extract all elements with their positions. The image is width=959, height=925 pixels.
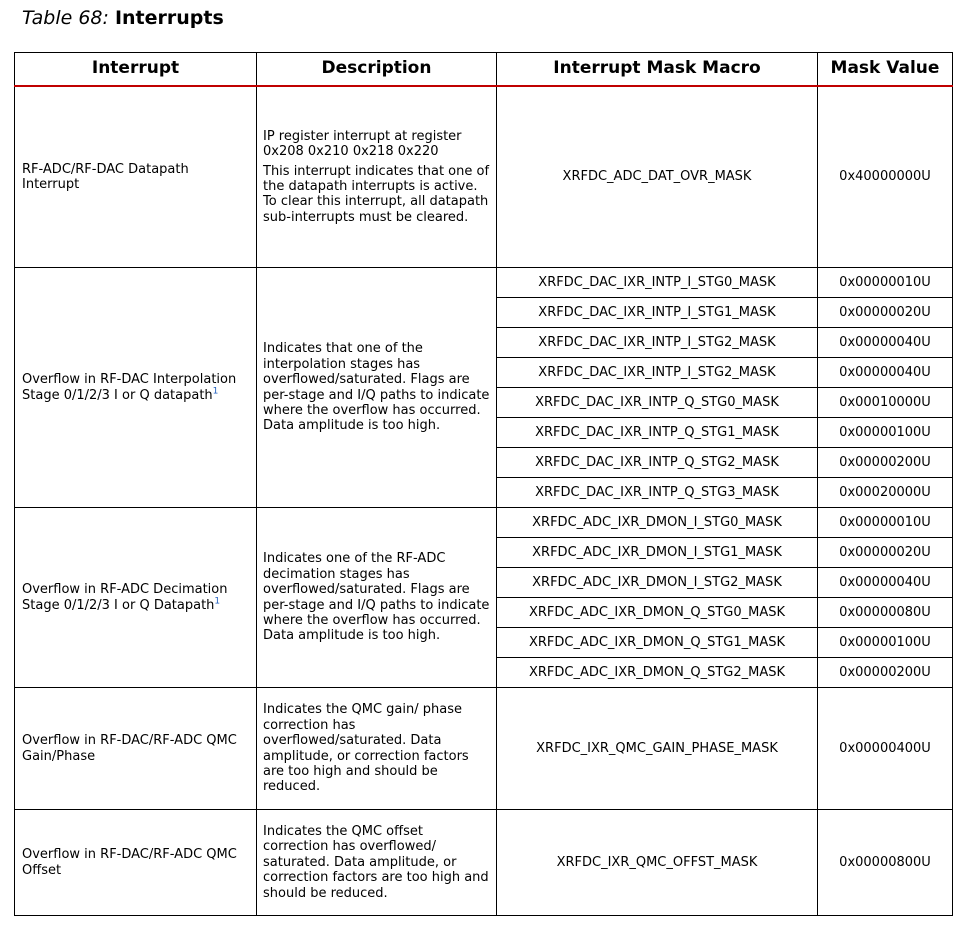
table-row (15, 810, 953, 916)
mask-value-cell: 0x00000200U (818, 658, 953, 688)
table-row (15, 86, 953, 268)
description-text: Indicates that one of the interpolation stages has overflowed/saturated. Flags are per-stage and I/Q paths to indicate where the overflow has occurred. Data amplitude is too high. (263, 341, 490, 434)
mask-macro-cell: XRFDC_DAC_IXR_INTP_I_STG2_MASK (497, 328, 818, 358)
header-interrupt: Interrupt (15, 53, 257, 87)
footnote-marker: 1 (214, 596, 221, 607)
table-caption-label: Table 68: (22, 7, 109, 29)
mask-value-cell: 0x00000100U (818, 628, 953, 658)
mask-macro-cell: XRFDC_DAC_IXR_INTP_I_STG2_MASK (497, 358, 818, 388)
mask-macro-cell: XRFDC_ADC_IXR_DMON_I_STG0_MASK (497, 508, 818, 538)
interrupt-cell (15, 268, 257, 508)
mask-value-cell: 0x00000020U (818, 538, 953, 568)
mask-value-cell: 0x00000040U (818, 358, 953, 388)
description-cell (257, 268, 497, 508)
mask-value-cell: 0x00000200U (818, 448, 953, 478)
mask-macro-cell: XRFDC_DAC_IXR_INTP_Q_STG2_MASK (497, 448, 818, 478)
interrupt-cell (15, 86, 257, 268)
footnote-marker: 1 (212, 386, 219, 397)
mask-value-cell: 0x00000040U (818, 568, 953, 598)
mask-macro-cell: XRFDC_ADC_IXR_DMON_Q_STG1_MASK (497, 628, 818, 658)
mask-value-cell: 0x00000010U (818, 508, 953, 538)
description-cell (257, 508, 497, 688)
interrupt-cell (15, 688, 257, 810)
mask-value-cell: 0x00000020U (818, 298, 953, 328)
interrupt-cell (15, 810, 257, 916)
description-cell (257, 86, 497, 268)
table-row (15, 508, 953, 538)
mask-value-cell: 0x00000010U (818, 268, 953, 298)
mask-value-cell: 0x00000080U (818, 598, 953, 628)
table-row (15, 688, 953, 810)
description-cell (257, 810, 497, 916)
description-text: Indicates the QMC gain/ phase correction has overflowed/saturated. Data amplitude, or correction factors are too high and should be reduced. (263, 702, 469, 795)
description-text: This interrupt indicates that one of the datapath interrupts is active. To clear this interrupt, all datapath sub-interrupts must be cleared. (263, 163, 490, 225)
mask-macro-cell: XRFDC_ADC_IXR_DMON_Q_STG0_MASK (497, 598, 818, 628)
mask-value-cell: 0x00010000U (818, 388, 953, 418)
header-mask-macro: Interrupt Mask Macro (497, 53, 818, 87)
mask-value-cell: 0x00000100U (818, 418, 953, 448)
mask-value-cell: 0x00000040U (818, 328, 953, 358)
mask-macro-cell: XRFDC_IXR_QMC_OFFST_MASK (497, 810, 818, 916)
interrupt-name: Overflow in RF-DAC Interpolation Stage 0/1/2/3 I or Q datapath (22, 372, 237, 403)
mask-macro-cell: XRFDC_ADC_DAT_OVR_MASK (497, 86, 818, 268)
table-row (15, 268, 953, 298)
mask-macro-cell: XRFDC_ADC_IXR_DMON_I_STG1_MASK (497, 538, 818, 568)
interrupt-name: Overflow in RF-DAC/RF-ADC QMC Offset (22, 847, 237, 878)
mask-macro-cell: XRFDC_DAC_IXR_INTP_I_STG0_MASK (497, 268, 818, 298)
mask-macro-cell: XRFDC_DAC_IXR_INTP_Q_STG0_MASK (497, 388, 818, 418)
mask-value-cell: 0x00000800U (818, 810, 953, 916)
mask-macro-cell: XRFDC_ADC_IXR_DMON_Q_STG2_MASK (497, 658, 818, 688)
interrupt-name: RF-ADC/RF-DAC Datapath Interrupt (22, 161, 189, 192)
mask-value-cell: 0x40000000U (818, 86, 953, 268)
table-caption-title: Interrupts (114, 7, 224, 29)
description-cell (257, 688, 497, 810)
header-mask-value: Mask Value (818, 53, 953, 87)
mask-macro-cell: XRFDC_DAC_IXR_INTP_Q_STG1_MASK (497, 418, 818, 448)
interrupt-name: Overflow in RF-ADC Decimation Stage 0/1/2/3 I or Q Datapath (22, 582, 228, 613)
description-text: Indicates the QMC offset correction has overflowed/ saturated. Data amplitude, or correction factors are too high and should be reduced. (263, 823, 489, 901)
mask-value-cell: 0x00020000U (818, 478, 953, 508)
mask-macro-cell: XRFDC_DAC_IXR_INTP_Q_STG3_MASK (497, 478, 818, 508)
interrupt-cell (15, 508, 257, 688)
description-text: Indicates one of the RF-ADC decimation stages has overflowed/saturated. Flags are per-stage and I/Q paths to indicate where the overflow has occurred. Data amplitude is too high. (263, 551, 490, 644)
mask-macro-cell: XRFDC_DAC_IXR_INTP_I_STG1_MASK (497, 298, 818, 328)
header-description: Description (257, 53, 497, 87)
header-row (15, 53, 953, 87)
mask-value-cell: 0x00000400U (818, 688, 953, 810)
interrupts-table (14, 52, 953, 916)
mask-macro-cell: XRFDC_ADC_IXR_DMON_I_STG2_MASK (497, 568, 818, 598)
mask-macro-cell: XRFDC_IXR_QMC_GAIN_PHASE_MASK (497, 688, 818, 810)
interrupt-name: Overflow in RF-DAC/RF-ADC QMC Gain/Phase (22, 733, 237, 764)
description-text: IP register interrupt at register 0x208 0x210 0x218 0x220 (263, 128, 462, 160)
table-caption (22, 6, 224, 30)
